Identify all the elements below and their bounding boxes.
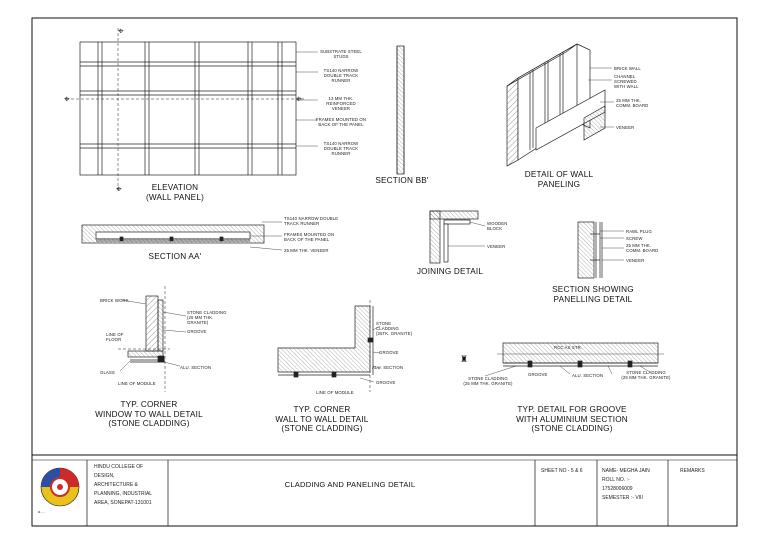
wall-corner-note: LINE OF MODULE (316, 390, 354, 395)
north-marker: ♜ (460, 355, 469, 365)
elevation-note: FRAMES MOUNTED ON BACK OF THE PANEL (315, 117, 367, 127)
elevation-title: ELEVATION (WALL PANEL) (145, 183, 205, 202)
college-logo (41, 468, 79, 506)
paneling-section-note: SCREW (626, 236, 643, 241)
wall-corner-note: STONE CLADDING (25TK. GRANITE) (376, 321, 413, 336)
panelling-section-drawing (578, 222, 624, 278)
elevation-drawing (66, 28, 318, 190)
paneling-section-note: RAWL PLUG (626, 229, 652, 234)
window-corner-title: TYP. CORNER WINDOW TO WALL DETAIL (STONE CLADDING) (95, 400, 203, 429)
section-bb-title: SECTION BB' (375, 176, 429, 185)
sheet-title: CLADDING AND PANELING DETAIL (284, 480, 416, 489)
groove-note: STONE CLADDING (25 MM THK. GRANITE) (621, 370, 671, 380)
groove-title: TYP. DETAIL FOR GROOVE WITH ALUMINIUM SECTION (STONE CLADDING) (516, 405, 628, 434)
window-corner-note: ALU. SECTION (180, 365, 212, 370)
student-line: ROLL NO. :- (602, 477, 630, 483)
window-corner-note: GROOVE (187, 329, 207, 334)
institution-line: PLANNING, INDUSTRIAL (94, 491, 153, 497)
institution-line: HINDU COLLEGE OF (94, 464, 144, 470)
groove-note: GROOVE (528, 372, 548, 377)
wall-corner-note: GROOVE (379, 350, 399, 355)
window-corner-note: GLASS (100, 370, 115, 375)
joining-title: JOINING DETAIL (416, 267, 484, 276)
sheet-border (32, 18, 737, 526)
joining-note: WOODEN BLOCK (487, 221, 508, 231)
groove-note: RCC AS STR. (554, 345, 583, 350)
section-b-marker-bottom: ⌖ (116, 184, 122, 195)
section-aa-note: FRAMES MOUNTED ON BACK OF THE PANEL (284, 232, 335, 242)
wall-paneling-title: DETAIL OF WALL PANELING (524, 170, 594, 189)
wall-corner-note: GROOVE (376, 380, 396, 385)
institution-line: DESIGN, (94, 473, 115, 479)
wall-paneling-drawing (507, 44, 614, 166)
section-aa-note: TS140 NARROW DOUBLE TRACK RUNNER (284, 216, 339, 226)
elevation-note: TS140 NARROW DOUBLE TRACK RUNNER (323, 141, 359, 156)
section-a-marker-right: ⌖ (296, 94, 302, 105)
window-corner-note: LINE OF MODULE (118, 381, 156, 386)
groove-note: ALU. SECTION (572, 373, 604, 378)
paneling-section-note: 25 MM THK. COMM. BOARD (626, 243, 659, 253)
section-aa-drawing (82, 222, 282, 250)
wall-paneling-note: 25 MM THK. COMM. BOARD (616, 98, 649, 108)
elevation-note: TS140 NARROW DOUBLE TRACK RUNNER (323, 68, 359, 83)
joining-note: VENEER (487, 244, 506, 249)
section-a-marker: ⌖ (64, 94, 70, 105)
groove-note: STONE CLADDING (25 MM THK. GRANITE) (463, 376, 513, 386)
section-b-marker-top: ⌖ (118, 26, 124, 37)
section-aa-note: 25 MM THK. VENEER (284, 248, 329, 253)
student-line: SEMESTER :- VIII (602, 495, 643, 501)
joining-detail-drawing (430, 211, 485, 263)
paneling-section-note: VENEER (626, 258, 645, 263)
wall-corner-note: ALU. SECTION (372, 365, 404, 370)
institution-line: ARCHITECTURE & (94, 482, 138, 488)
student-line: 17528006009 (602, 486, 633, 492)
wall-paneling-note: BRICK WALL (614, 66, 641, 71)
logo-caption: a..... (38, 510, 46, 514)
section-bb-drawing (397, 46, 404, 174)
paneling-section-title: SECTION SHOWING PANELLING DETAIL (552, 285, 634, 304)
wall-corner-title: TYP. CORNER WALL TO WALL DETAIL (STONE CLADDING) (275, 405, 369, 434)
wall-corner-drawing (278, 300, 380, 392)
window-corner-note: LINE OF FLOOR (106, 332, 124, 342)
remarks-label: REMARKS (680, 468, 705, 474)
student-line: NAME- MEGHA JAIN (602, 468, 650, 474)
elevation-note: 13 MM THK. REINFORCED VENEER (326, 96, 356, 111)
section-aa-title: SECTION AA' (148, 252, 202, 261)
sheet-number: SHEET NO - 5 & 6 (541, 468, 583, 474)
wall-paneling-note: CHANNEL SCREWED WITH WALL (614, 74, 639, 89)
window-corner-note: STONE CLADDING (25 MM THK. GRANITE) (187, 310, 227, 325)
window-corner-note: BRICK WORK (100, 298, 129, 303)
wall-paneling-note: VENEER (616, 125, 635, 130)
elevation-note: SUBSTRATE STEEL STUDS (320, 49, 362, 59)
institution-line: AREA, SONEPAT-131001 (94, 500, 152, 506)
